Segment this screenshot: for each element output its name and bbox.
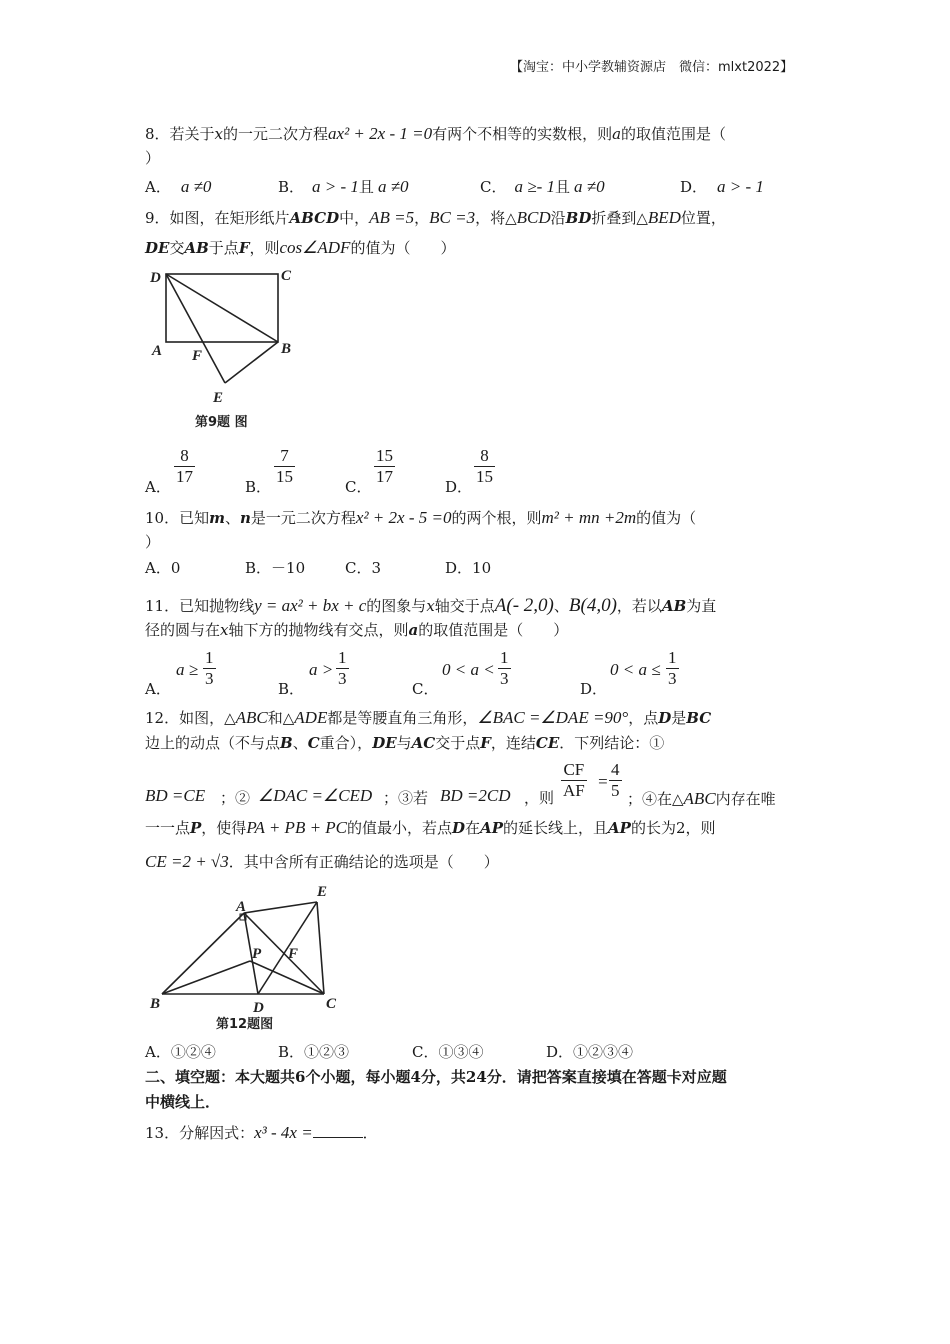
segment-ab — [162, 913, 244, 994]
q9-option-d-fraction: $\frac{8}{15}$ — [476, 446, 493, 486]
q11-option-b-expr: a > — [309, 660, 334, 679]
q12-conclusion-2: ∠DAC =∠CED — [258, 786, 373, 805]
q12-conclusion-3: BD =2CD — [440, 786, 511, 805]
q8-option-a: A． a ≠0 — [145, 177, 212, 196]
q11-option-b-label: B． — [278, 680, 305, 698]
q8-line1: 8．若关于x的一元二次方程ax² + 2x - 1 =0有两个不相等的实数根，则a的取值范围是（ — [145, 124, 727, 143]
q11-option-c-label: C． — [412, 680, 439, 698]
q12-option-c: C．①③④ — [412, 1043, 484, 1061]
q12-line1: 12．如图，△ABC和△ADE都是等腰直角三角形，∠BAC =∠DAE =90°，点D是BC — [145, 708, 712, 727]
label-a: A — [152, 343, 163, 359]
q9-line2: DE交AB于点F，则cos∠ADF的值为（ ） — [145, 238, 456, 257]
q9-option-a-fraction: $\frac{8}{17}$ — [176, 446, 193, 486]
q12-figure — [140, 878, 360, 1038]
q11-option-d-fraction: $\frac{1}{3}$ — [668, 648, 677, 688]
q9-option-b-label: B． — [245, 478, 272, 496]
q8-option-b: B． a > - 1且 a ≠0 — [278, 177, 409, 196]
q11-option-c-fraction: $\frac{1}{3}$ — [500, 648, 509, 688]
q12-line5: CE =2 + √3．其中含所有正确结论的选项是（ ） — [145, 852, 499, 871]
q10-line1: 10．已知m、n是一元二次方程x² + 2x - 5 =0的两个根，则m² + mn +2m的值为（ — [145, 508, 697, 527]
q10-option-b: B．－10 — [245, 559, 306, 577]
section-2-heading-cont: 中横线上． — [145, 1093, 221, 1111]
q8-option-d: D． a > - 1 — [680, 177, 764, 196]
q8-equation: ax² + 2x - 1 =0 — [328, 124, 433, 143]
q11-line2: 径的圆与在x轴下方的抛物线有交点，则a的取值范围是（ ） — [145, 621, 569, 639]
q13-answer-blank[interactable] — [313, 1137, 363, 1138]
q11-option-d-label: D． — [580, 680, 608, 698]
q10-option-d: D．10 — [445, 559, 492, 577]
q12-caption: 第12题图 — [216, 1017, 274, 1032]
q8-line2: ） — [145, 149, 161, 167]
q10-option-c: C．3 — [345, 559, 382, 577]
label-d: D — [150, 270, 161, 286]
q11-option-a-fraction: $\frac{1}{3}$ — [205, 648, 214, 688]
label-f: F — [192, 348, 203, 364]
segment-ae — [244, 902, 317, 913]
segment-bp — [162, 961, 250, 994]
q12-conclusion-1: BD =CE — [145, 786, 206, 805]
q11-option-a-expr: a ≥ — [176, 660, 199, 679]
label-c: C — [326, 996, 337, 1012]
q10-option-a: A．0 — [145, 559, 181, 577]
diagonal-bd — [166, 274, 278, 342]
q9-option-a-label: A． — [145, 478, 171, 496]
q12-option-b: B．①②③ — [278, 1043, 350, 1061]
header-watermark: 【淘宝：中小学教辅资源店 微信：mlxt2022】 — [510, 60, 794, 75]
label-e: E — [317, 884, 328, 900]
label-e: E — [213, 390, 224, 406]
q9-caption: 第9题 图 — [195, 415, 248, 430]
q12-fraction-4-5: $\frac{4}{5}$ — [611, 760, 620, 800]
q9-option-c-label: C． — [345, 478, 372, 496]
q12-line2: 边上的动点（不与点B、C重合），DE与AC交于点F，连结CE．下列结论：① — [145, 734, 665, 752]
q11-option-c-expr: 0 < a < — [442, 660, 495, 679]
q12-option-a: A．①②④ — [145, 1043, 216, 1061]
label-b: B — [281, 341, 292, 357]
q13-line1: 13．分解因式：x³ - 4x = ． — [145, 1123, 378, 1142]
q12-line4: 一一点P，使得PA + PB + PC的值最小，若点D在AP的延长线上，且AP的长为2，则 — [145, 818, 716, 837]
label-c: C — [281, 268, 292, 284]
section-2-heading: 二、填空题：本大题共6个小题，每小题4分，共24分．请把答案直接填在答题卡对应题 — [145, 1068, 727, 1086]
q11-line1: 11．已知抛物线y = ax² + bx + c的图象与x轴交于点A(- 2,0)、B(4,0)，若以AB为直 — [145, 595, 717, 616]
label-b: B — [150, 996, 161, 1012]
q11-option-b-fraction: $\frac{1}{3}$ — [338, 648, 347, 688]
q8-option-c: C． a ≥- 1且 a ≠0 — [480, 177, 605, 196]
q12-fraction-cf-af: $\frac{CF}{AF}$ — [563, 760, 585, 800]
q12-option-d: D．①②③④ — [546, 1043, 634, 1061]
segment-be — [225, 342, 278, 383]
q9-option-c-fraction: $\frac{15}{17}$ — [376, 446, 393, 486]
q11-option-d-expr: 0 < a ≤ — [610, 660, 661, 679]
q9-figure — [140, 262, 300, 437]
q10-line2: ） — [145, 533, 161, 551]
q9-option-b-fraction: $\frac{7}{15}$ — [276, 446, 293, 486]
q9-option-d-label: D． — [445, 478, 473, 496]
q11-option-a-label: A． — [145, 680, 171, 698]
segment-ec — [317, 902, 324, 994]
label-d: D — [253, 1000, 264, 1016]
segment-de — [166, 274, 225, 383]
label-f: F — [288, 946, 299, 962]
q9-line1: 9．如图，在矩形纸片ABCD中，AB =5，BC =3，将△BCD沿BD折叠到△BED位置， — [145, 208, 726, 227]
label-a: A — [236, 899, 247, 915]
label-p: P — [252, 946, 262, 962]
